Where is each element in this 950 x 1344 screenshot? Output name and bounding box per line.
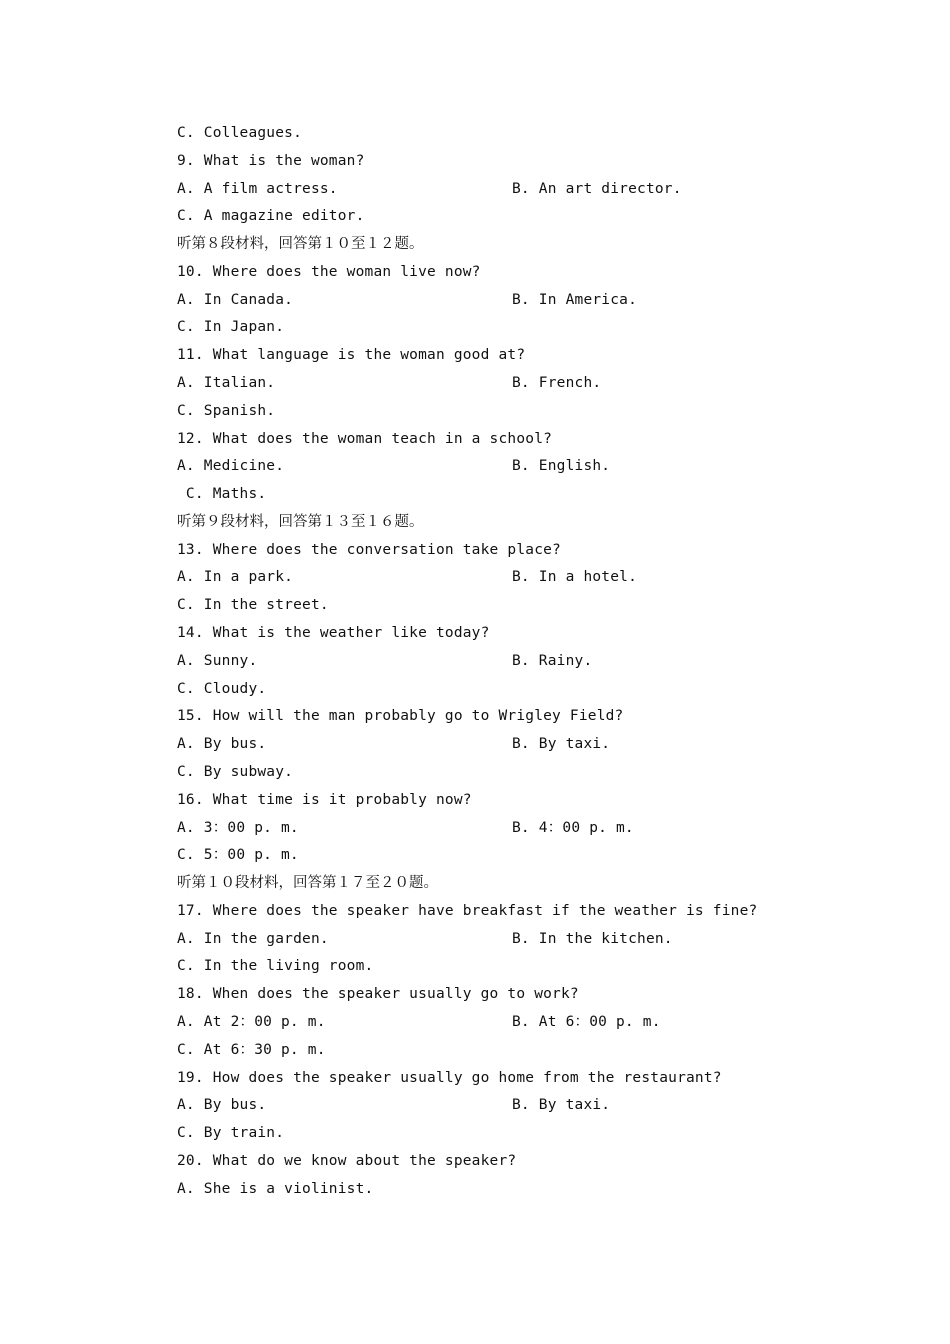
answer-option: B. 4：00 p. m. [512,820,634,836]
answer-options-row [177,177,682,201]
answer-options-row [177,454,611,478]
question-text: 17. Where does the speaker have breakfast if the weather is fine? [177,903,758,919]
question-text: 13. Where does the conversation take place? [177,542,561,558]
answer-option: B. Rainy. [512,653,593,669]
question-text: 10. Where does the woman live now? [177,264,481,280]
answer-options-row [177,677,266,701]
answer-options-row [177,1093,611,1117]
section-instruction: 听第８段材料，回答第１０至１２题。 [177,236,424,252]
question-text: 20. What do we know about the speaker? [177,1153,517,1169]
answer-option: A. Italian. [177,375,276,391]
question-text: 16. What time is it probably now? [177,792,472,808]
answer-options-row [177,399,275,423]
answer-option: A. In a park. [177,569,294,585]
answer-options-row [177,1121,284,1145]
answer-options-row [177,954,373,978]
answer-option: C. In the street. [177,597,329,613]
answer-options-row [177,315,284,339]
answer-options-row [177,843,299,867]
answer-option: C. Cloudy. [177,681,267,697]
section-instruction: 听第１０段材料，回答第１７至２０题。 [177,875,438,891]
question-text: 11. What language is the woman good at? [177,347,526,363]
answer-option: B. At 6：00 p. m. [512,1014,661,1030]
answer-options-row [177,649,593,673]
answer-option: C. A magazine editor. [177,208,365,224]
answer-option: B. By taxi. [512,1097,611,1113]
question-text: 18. When does the speaker usually go to work? [177,986,579,1002]
section-instruction: 听第９段材料，回答第１３至１６题。 [177,514,424,530]
answer-option: A. In the garden. [177,931,329,947]
answer-option: A. At 2：00 p. m. [177,1014,326,1030]
answer-options-row [177,371,602,395]
question-text: 14. What is the weather like today? [177,625,490,641]
answer-option: B. In the kitchen. [512,931,673,947]
answer-options-row [177,927,673,951]
answer-option: B. In America. [512,292,638,308]
answer-option: B. In a hotel. [512,569,638,585]
answer-option: C. In Japan. [177,319,285,335]
answer-option: C. By subway. [177,764,294,780]
answer-option: C. At 6：30 p. m. [177,1042,326,1058]
answer-option: C. Maths. [177,486,267,502]
answer-options-row [177,816,634,840]
answer-option: A. Sunny. [177,653,258,669]
answer-options-row [177,288,638,312]
answer-option: B. English. [512,458,611,474]
answer-options-row [177,593,329,617]
answer-options-row [177,1038,326,1062]
answer-option: A. Medicine. [177,458,285,474]
question-text: 19. How does the speaker usually go home from the restaurant? [177,1070,722,1086]
answer-option: A. She is a violinist. [177,1181,374,1197]
answer-option: A. By bus. [177,736,267,752]
answer-options-row [177,760,293,784]
answer-option: C. In the living room. [177,958,374,974]
answer-options-row [177,1010,661,1034]
answer-option: A. 3：00 p. m. [177,820,299,836]
answer-options-row [177,1177,373,1201]
answer-options-row [177,121,302,145]
answer-option: B. French. [512,375,602,391]
answer-options-row [177,482,266,506]
answer-option: A. In Canada. [177,292,294,308]
question-text: 12. What does the woman teach in a school? [177,431,553,447]
answer-option: B. By taxi. [512,736,611,752]
answer-option: A. By bus. [177,1097,267,1113]
answer-options-row [177,565,638,589]
answer-option: C. Spanish. [177,403,276,419]
answer-option: C. 5：00 p. m. [177,847,299,863]
answer-option: B. An art director. [512,181,682,197]
answer-options-row [177,732,611,756]
answer-option: C. Colleagues. [177,125,303,141]
answer-option: A. A film actress. [177,181,338,197]
answer-options-row [177,204,365,228]
question-text: 9. What is the woman? [177,153,365,169]
question-text: 15. How will the man probably go to Wrigley Field? [177,708,624,724]
answer-option: C. By train. [177,1125,285,1141]
